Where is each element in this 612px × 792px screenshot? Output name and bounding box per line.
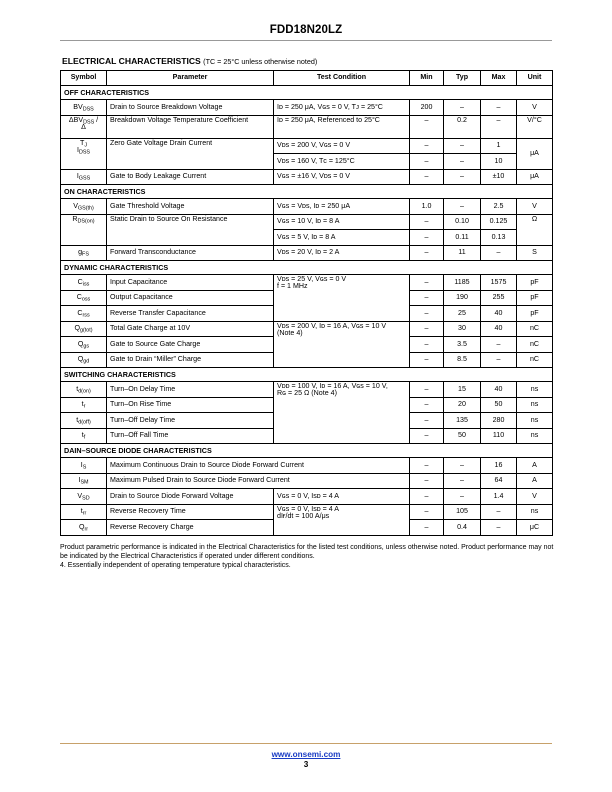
footer-divider <box>60 743 552 744</box>
symbol-cell: $R_{DS(on)}$ <box>61 214 107 245</box>
section-condition: (TC = 25°C unless otherwise noted) <box>203 57 318 66</box>
parameter-cell: Reverse Recovery Time <box>107 504 274 520</box>
typ-cell: – <box>444 199 481 215</box>
section-title <box>62 56 317 66</box>
max-cell: 1 <box>481 138 517 154</box>
table-row-ciss <box>61 275 553 291</box>
min-cell: – <box>410 489 444 505</box>
condition-cell: Iᴅ = 250 μA, Referenced to 25°C <box>274 115 410 138</box>
typ-cell: 1185 <box>444 275 481 291</box>
parameter-cell: Forward Transconductance <box>107 245 274 261</box>
min-cell: – <box>410 382 444 398</box>
typ-cell: 30 <box>444 321 481 337</box>
max-cell: 40 <box>481 306 517 322</box>
max-cell: 0.125 <box>481 214 517 230</box>
max-cell: – <box>481 100 517 116</box>
category-switching-label: SWITCHING CHARACTERISTICS <box>61 368 553 382</box>
max-cell: – <box>481 337 517 353</box>
col-header-unit: Unit <box>517 71 553 86</box>
min-cell: – <box>410 520 444 536</box>
max-cell: 64 <box>481 473 517 489</box>
condition-cell: Vᴅs = 200 V, Vɢs = 0 V <box>274 138 410 154</box>
condition-cell: Vᴅs = 20 V, Iᴅ = 2 A <box>274 245 410 261</box>
table-row-vgsth <box>61 199 553 215</box>
parameter-cell: Turn–On Rise Time <box>107 397 274 413</box>
category-row-off <box>61 86 553 100</box>
min-cell: – <box>410 306 444 322</box>
symbol-cell: $I_S$ <box>61 458 107 474</box>
unit-cell: ns <box>517 413 553 429</box>
unit-cell: ns <box>517 382 553 398</box>
parameter-cell: Static Drain to Source On Resistance <box>107 214 274 245</box>
symbol-cell: $C_{iss}$ <box>61 275 107 291</box>
unit-cell: V <box>517 100 553 116</box>
typ-cell: – <box>444 154 481 170</box>
unit-cell: pF <box>517 306 553 322</box>
website-link[interactable]: www.onsemi.com <box>271 750 341 759</box>
table-notes <box>60 543 555 570</box>
typ-cell: 0.10 <box>444 214 481 230</box>
min-cell: – <box>410 290 444 306</box>
table-row-idss-1 <box>61 138 553 154</box>
table-row-vsd <box>61 489 553 505</box>
table-row-gfs <box>61 245 553 261</box>
typ-cell: 25 <box>444 306 481 322</box>
symbol-cell: $t_{d(on)}$ <box>61 382 107 398</box>
max-cell: 110 <box>481 428 517 444</box>
typ-cell: 0.2 <box>444 115 481 138</box>
category-row-on <box>61 185 553 199</box>
max-cell: 50 <box>481 397 517 413</box>
min-cell: – <box>410 321 444 337</box>
category-on-label: ON CHARACTERISTICS <box>61 185 553 199</box>
condition-cell: Vᴅs = 160 V, Tᴄ = 125°C <box>274 154 410 170</box>
typ-cell: 11 <box>444 245 481 261</box>
typ-cell: – <box>444 100 481 116</box>
parameter-cell: Reverse Recovery Charge <box>107 520 274 536</box>
table-row-trr <box>61 504 553 520</box>
condition-cell: Vɢs = Vᴅs, Iᴅ = 250 μA <box>274 199 410 215</box>
table-row-rdson-1 <box>61 214 553 230</box>
max-cell: 10 <box>481 154 517 170</box>
parameter-cell: Reverse Transfer Capacitance <box>107 306 274 322</box>
col-header-test-condition: Test Condition <box>274 71 410 86</box>
col-header-parameter: Parameter <box>107 71 274 86</box>
typ-cell: 15 <box>444 382 481 398</box>
unit-cell: S <box>517 245 553 261</box>
unit-cell: A <box>517 458 553 474</box>
min-cell: – <box>410 245 444 261</box>
symbol-cell: $Q_{rr}$ <box>61 520 107 536</box>
table-row-ism <box>61 473 553 489</box>
typ-cell: – <box>444 473 481 489</box>
unit-cell: V <box>517 199 553 215</box>
category-row-switching <box>61 368 553 382</box>
unit-cell: ns <box>517 397 553 413</box>
unit-cell: ns <box>517 504 553 520</box>
unit-cell: V/°C <box>517 115 553 138</box>
typ-cell: 190 <box>444 290 481 306</box>
unit-cell: V <box>517 489 553 505</box>
table-row-igss <box>61 169 553 185</box>
symbol-cell: $V_{SD}$ <box>61 489 107 505</box>
symbol-cell: $t_{d(off)}$ <box>61 413 107 429</box>
min-cell: – <box>410 428 444 444</box>
min-cell: – <box>410 154 444 170</box>
max-cell: 1575 <box>481 275 517 291</box>
symbol-cell: $BV_{DSS}$ <box>61 100 107 116</box>
symbol-cell: $V_{GS(th)}$ <box>61 199 107 215</box>
condition-cell-capacitance: Vᴅs = 25 V, Vɢs = 0 V f = 1 MHz <box>274 275 410 322</box>
max-cell: 255 <box>481 290 517 306</box>
max-cell: 40 <box>481 382 517 398</box>
max-cell: – <box>481 352 517 368</box>
unit-cell: pF <box>517 275 553 291</box>
min-cell: – <box>410 337 444 353</box>
symbol-cell: $I_{SM}$ <box>61 473 107 489</box>
max-cell: ±10 <box>481 169 517 185</box>
parameter-cell: Drain to Source Diode Forward Voltage <box>107 489 274 505</box>
parameter-cell: Maximum Continuous Drain to Source Diode Forward Current <box>107 458 410 474</box>
col-header-symbol: Symbol <box>61 71 107 86</box>
symbol-cell: $t_f$ <box>61 428 107 444</box>
min-cell: – <box>410 397 444 413</box>
min-cell: 200 <box>410 100 444 116</box>
table-row-dbvdss <box>61 115 553 138</box>
unit-cell: pF <box>517 290 553 306</box>
parameter-cell: Input Capacitance <box>107 275 274 291</box>
symbol-cell: $t_r$ <box>61 397 107 413</box>
min-cell: – <box>410 275 444 291</box>
symbol-cell: $Q_{gd}$ <box>61 352 107 368</box>
typ-cell: 135 <box>444 413 481 429</box>
max-cell: – <box>481 245 517 261</box>
parameter-cell: Drain to Source Breakdown Voltage <box>107 100 274 116</box>
typ-cell: 105 <box>444 504 481 520</box>
min-cell: – <box>410 352 444 368</box>
condition-cell: Vɢs = 5 V, Iᴅ = 8 A <box>274 230 410 246</box>
condition-cell-reverse-recovery: Vɢs = 0 V, Isᴅ = 4 A dIғ/dt = 100 A/μs <box>274 504 410 535</box>
unit-cell: nC <box>517 352 553 368</box>
table-row-tdon <box>61 382 553 398</box>
typ-cell: 20 <box>444 397 481 413</box>
header-divider <box>60 40 552 41</box>
symbol-cell: $T_J$ $I_{DSS}$ <box>61 138 107 169</box>
part-number-header: FDD18N20LZ <box>269 24 343 36</box>
parameter-cell: Gate Threshold Voltage <box>107 199 274 215</box>
unit-cell: ns <box>517 428 553 444</box>
footnote-4: 4. Essentially independent of operating temperature typical characteristics. <box>60 562 291 569</box>
max-cell: – <box>481 504 517 520</box>
min-cell: – <box>410 230 444 246</box>
category-row-diode <box>61 444 553 458</box>
category-row-dynamic <box>61 261 553 275</box>
max-cell: 280 <box>481 413 517 429</box>
typ-cell: 3.5 <box>444 337 481 353</box>
unit-cell: nC <box>517 321 553 337</box>
typ-cell: – <box>444 169 481 185</box>
col-header-typ: Typ <box>444 71 481 86</box>
symbol-cell: $Q_{gs}$ <box>61 337 107 353</box>
page-number: 3 <box>303 760 309 769</box>
unit-cell: Ω <box>517 214 553 245</box>
symbol-cell: $C_{oss}$ <box>61 290 107 306</box>
category-diode-label: DAIN–SOURCE DIODE CHARACTERISTICS <box>61 444 553 458</box>
condition-cell: Vɢs = ±16 V, Vᴅs = 0 V <box>274 169 410 185</box>
min-cell: – <box>410 458 444 474</box>
table-row-bvdss <box>61 100 553 116</box>
min-cell: – <box>410 504 444 520</box>
max-cell: 40 <box>481 321 517 337</box>
typ-cell: 0.4 <box>444 520 481 536</box>
min-cell: – <box>410 413 444 429</box>
parameter-cell: Zero Gate Voltage Drain Current <box>107 138 274 169</box>
max-cell: 0.13 <box>481 230 517 246</box>
condition-cell: Iᴅ = 250 μA, Vɢs = 0 V, Tᴊ = 25°C <box>274 100 410 116</box>
col-header-min: Min <box>410 71 444 86</box>
table-row-is <box>61 458 553 474</box>
parameter-cell: Total Gate Charge at 10V <box>107 321 274 337</box>
unit-cell: μC <box>517 520 553 536</box>
max-cell: 16 <box>481 458 517 474</box>
symbol-cell: $t_{rr}$ <box>61 504 107 520</box>
symbol-cell: $I_{GSS}$ <box>61 169 107 185</box>
parameter-cell: Turn–Off Fall Time <box>107 428 274 444</box>
col-header-max: Max <box>481 71 517 86</box>
unit-cell: nC <box>517 337 553 353</box>
max-cell: 2.5 <box>481 199 517 215</box>
min-cell: 1.0 <box>410 199 444 215</box>
unit-cell: μA <box>517 169 553 185</box>
section-title-text: ELECTRICAL CHARACTERISTICS <box>62 56 201 66</box>
performance-disclaimer: Product parametric performance is indicated in the Electrical Characteristics for the listed test conditions, unless otherwise noted. Product performance may not be indicated by the Electrical Characteristics if operated under different conditions. <box>60 544 554 560</box>
symbol-cell: $\Delta BV_{DSS}$ / Δ <box>61 115 107 138</box>
category-dynamic-label: DYNAMIC CHARACTERISTICS <box>61 261 553 275</box>
condition-cell: Vɢs = 0 V, Isᴅ = 4 A <box>274 489 410 505</box>
symbol-cell: $g_{FS}$ <box>61 245 107 261</box>
condition-cell: Vɢs = 10 V, Iᴅ = 8 A <box>274 214 410 230</box>
min-cell: – <box>410 138 444 154</box>
typ-cell: 8.5 <box>444 352 481 368</box>
parameter-cell: Turn–On Delay Time <box>107 382 274 398</box>
min-cell: – <box>410 169 444 185</box>
symbol-cell: $Q_{g(tot)}$ <box>61 321 107 337</box>
parameter-cell: Maximum Pulsed Drain to Source Diode Forward Current <box>107 473 410 489</box>
max-cell: – <box>481 115 517 138</box>
table-row-qgtot <box>61 321 553 337</box>
max-cell: – <box>481 520 517 536</box>
unit-cell: A <box>517 473 553 489</box>
parameter-cell: Breakdown Voltage Temperature Coefficient <box>107 115 274 138</box>
parameter-cell: Turn–Off Delay Time <box>107 413 274 429</box>
unit-cell: μA <box>517 138 553 169</box>
symbol-cell: $C_{rss}$ <box>61 306 107 322</box>
typ-cell: – <box>444 138 481 154</box>
electrical-characteristics-table <box>60 70 553 536</box>
min-cell: – <box>410 473 444 489</box>
condition-cell-switching: Vᴅᴅ = 100 V, Iᴅ = 16 A, Vɢs = 10 V, Rɢ = 25 Ω (Note 4) <box>274 382 410 444</box>
typ-cell: 0.11 <box>444 230 481 246</box>
parameter-cell: Gate to Body Leakage Current <box>107 169 274 185</box>
max-cell: 1.4 <box>481 489 517 505</box>
condition-cell-gate-charge: Vᴅs = 200 V, Iᴅ = 16 A, Vɢs = 10 V (Note 4) <box>274 321 410 368</box>
typ-cell: – <box>444 458 481 474</box>
category-off-label: OFF CHARACTERISTICS <box>61 86 553 100</box>
parameter-cell: Output Capacitance <box>107 290 274 306</box>
typ-cell: 50 <box>444 428 481 444</box>
typ-cell: – <box>444 489 481 505</box>
parameter-cell: Gate to Drain “Miller” Charge <box>107 352 274 368</box>
parameter-cell: Gate to Source Gate Charge <box>107 337 274 353</box>
min-cell: – <box>410 214 444 230</box>
min-cell: – <box>410 115 444 138</box>
table-header-row <box>61 71 553 86</box>
